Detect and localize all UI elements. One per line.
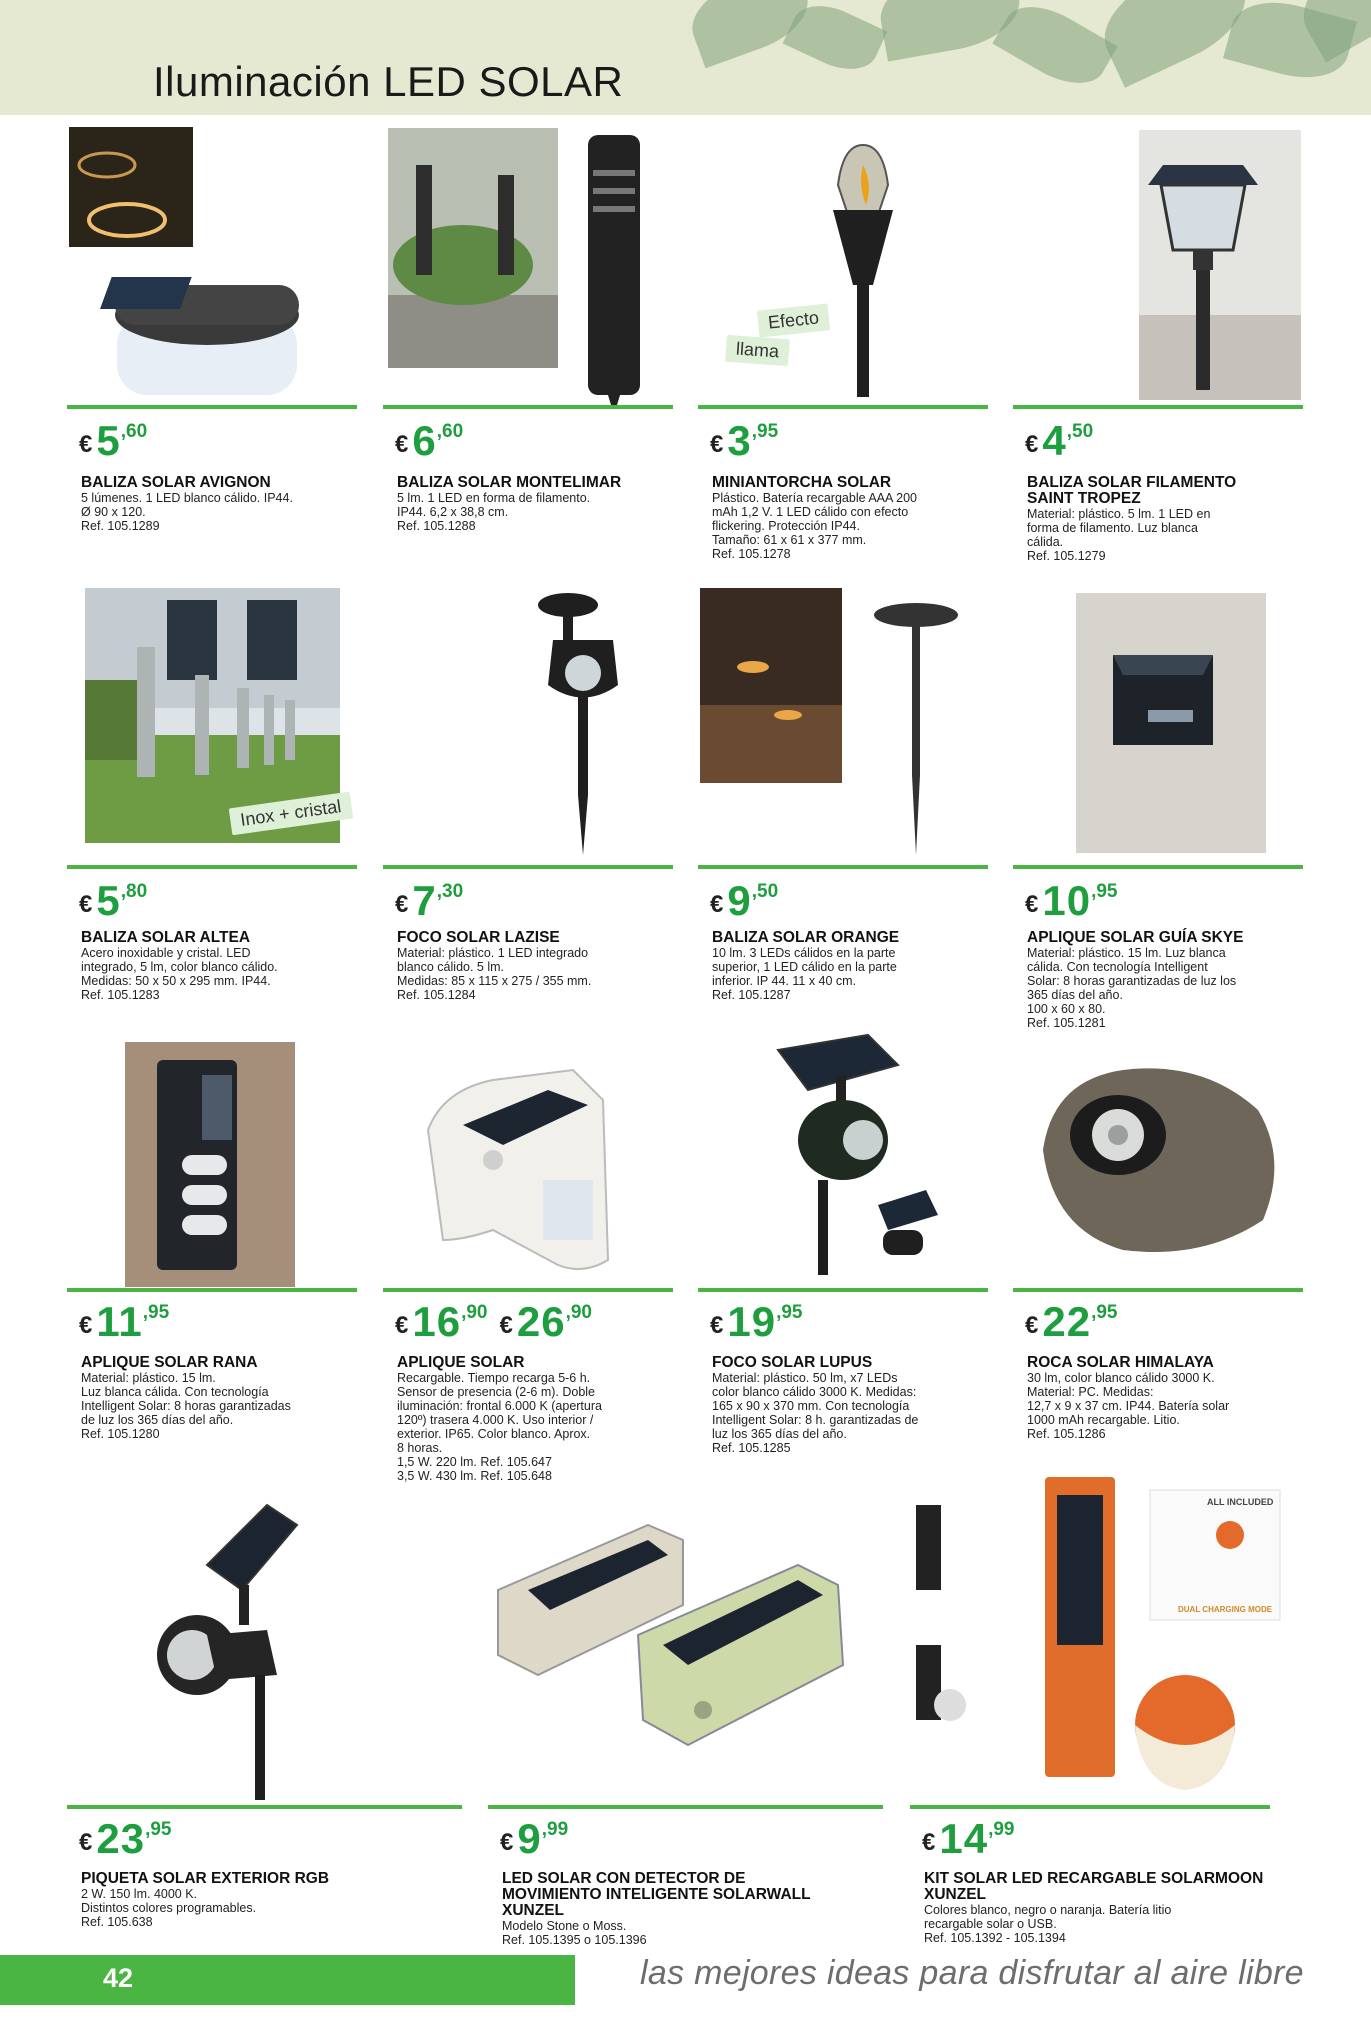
product-card-orange[interactable] xyxy=(698,585,988,1025)
price-tag xyxy=(922,1815,1015,1865)
price-tag xyxy=(1025,877,1118,927)
product-name: APLIQUE SOLAR GUÍA SKYE xyxy=(1027,929,1244,946)
desc-line: 1000 mAh recargable. Litio. xyxy=(1027,1413,1180,1427)
desc-line: Medidas: 85 x 115 x 275 / 355 mm. xyxy=(397,974,592,988)
price-decimal: ,95 xyxy=(145,1819,172,1840)
product-card-rana[interactable] xyxy=(67,1030,357,1480)
price-integer: 10 xyxy=(1042,877,1092,924)
price-rule xyxy=(1013,405,1303,409)
price-tag xyxy=(79,417,147,467)
price-rule xyxy=(910,1805,1270,1809)
name-line: XUNZEL xyxy=(924,1886,986,1903)
price-decimal: ,80 xyxy=(120,881,148,902)
desc-line: forma de filamento. Luz blanca xyxy=(1027,521,1198,535)
desc-line: exterior. IP65. Color blanco. Aprox. xyxy=(397,1427,591,1441)
desc-line: Luz blanca cálida. Con tecnología xyxy=(81,1385,269,1399)
desc-line: Ref. 105.1285 xyxy=(712,1441,791,1455)
desc-line: Ref. 105.1283 xyxy=(81,988,160,1002)
desc-line: Tamaño: 61 x 61 x 377 mm. xyxy=(712,533,867,547)
desc-line: inferior. IP 44. 11 x 40 cm. xyxy=(712,974,857,988)
desc-line: Material: plástico. 15 lm. xyxy=(81,1371,216,1385)
desc-line: Ref. 105.1395 o 105.1396 xyxy=(502,1933,647,1947)
price-decimal: ,50 xyxy=(1066,421,1094,442)
price-rule xyxy=(67,1288,357,1292)
desc-line: Distintos colores programables. xyxy=(81,1901,257,1915)
product-name: BALIZA SOLAR MONTELIMAR xyxy=(397,474,622,491)
price-tag xyxy=(79,877,147,927)
tag-line: Efecto xyxy=(767,307,820,333)
product-description xyxy=(397,946,591,1002)
currency-symbol: € xyxy=(1025,1312,1039,1339)
price-decimal: ,30 xyxy=(436,881,464,902)
name-line: XUNZEL xyxy=(502,1902,564,1919)
currency-symbol: € xyxy=(710,431,724,458)
currency-symbol: € xyxy=(710,891,724,918)
price-integer: 5 xyxy=(96,877,121,924)
name-line: SAINT TROPEZ xyxy=(1027,490,1141,507)
currency-symbol: € xyxy=(710,1312,724,1339)
desc-line: Ref. 105.1284 xyxy=(397,988,476,1002)
currency-symbol: € xyxy=(79,431,93,458)
desc-line: 365 días del año. xyxy=(1027,988,1123,1002)
product-image xyxy=(383,585,673,865)
price-integer: 5 xyxy=(96,417,121,464)
product-image xyxy=(1013,125,1303,405)
desc-line: Modelo Stone o Moss. xyxy=(502,1919,627,1933)
product-card-saint-tropez[interactable] xyxy=(1013,125,1303,585)
price-integer: 4 xyxy=(1042,417,1067,464)
currency-symbol: € xyxy=(79,1312,93,1339)
page-number: 42 xyxy=(103,1963,134,1993)
product-card-skye[interactable] xyxy=(1013,585,1303,1030)
currency-symbol: € xyxy=(395,1312,409,1339)
product-name: FOCO SOLAR LUPUS xyxy=(712,1354,873,1371)
desc-line: 1,5 W. 220 lm. Ref. 105.647 xyxy=(397,1455,552,1469)
product-card-solarmoon[interactable] xyxy=(910,1465,1305,1950)
price-integer-2: 26 xyxy=(516,1298,566,1345)
desc-line: 100 x 60 x 80. xyxy=(1027,1002,1106,1016)
currency-symbol: € xyxy=(922,1829,936,1856)
kit-charging-label: DUAL CHARGING MODE xyxy=(1178,1605,1273,1614)
desc-line: Colores blanco, negro o naranja. Batería litio xyxy=(924,1903,1172,1917)
product-image xyxy=(67,125,357,405)
price-tag xyxy=(710,1298,803,1348)
price-decimal: ,99 xyxy=(541,1819,569,1840)
price-tag xyxy=(395,877,463,927)
product-image xyxy=(698,125,988,405)
desc-line: Ref. 105.1289 xyxy=(81,519,160,533)
currency-symbol: € xyxy=(500,1829,514,1856)
price-integer: 19 xyxy=(727,1298,777,1345)
name-line: MOVIMIENTO INTELIGENTE SOLARWALL xyxy=(502,1886,811,1903)
desc-line: iluminación: frontal 6.000 K (apertura xyxy=(397,1399,602,1413)
desc-line: 10 lm. 3 LEDs cálidos en la parte xyxy=(712,946,896,960)
desc-line: IP44. 6,2 x 38,8 cm. xyxy=(397,505,509,519)
currency-symbol: € xyxy=(1025,431,1039,458)
kit-included-label: ALL INCLUDED xyxy=(1207,1497,1274,1507)
price-integer: 16 xyxy=(412,1298,462,1345)
tag-line: llama xyxy=(735,338,780,362)
product-name xyxy=(1027,475,1236,507)
price-decimal: ,60 xyxy=(436,421,464,442)
product-card-avignon[interactable] xyxy=(67,125,357,585)
product-description xyxy=(81,491,293,533)
product-image xyxy=(698,585,988,865)
product-description xyxy=(397,491,590,533)
product-card-solarwall[interactable] xyxy=(488,1495,883,1950)
desc-line: Medidas: 50 x 50 x 295 mm. IP44. xyxy=(81,974,271,988)
product-description xyxy=(712,946,897,1002)
page-title: Iluminación LED SOLAR xyxy=(153,58,624,105)
price-rule xyxy=(67,865,357,869)
product-description xyxy=(81,1371,291,1441)
price-rule xyxy=(67,405,357,409)
desc-line: recargable solar o USB. xyxy=(924,1917,1057,1931)
price-decimal: ,95 xyxy=(1091,881,1118,902)
product-name: APLIQUE SOLAR xyxy=(397,1354,525,1371)
desc-line: 12,7 x 9 x 37 cm. IP44. Batería solar xyxy=(1027,1399,1230,1413)
price-decimal: ,90 xyxy=(461,1302,488,1323)
price-integer: 7 xyxy=(412,877,437,924)
product-card-miniantorcha[interactable] xyxy=(698,125,988,585)
product-description xyxy=(1027,1371,1229,1441)
desc-line: 120º) trasera 4.000 K. Uso interior / xyxy=(397,1413,594,1427)
product-card-aplique-solar[interactable] xyxy=(383,1030,673,1490)
desc-line: Intelligent Solar: 8 horas garantizadas xyxy=(81,1399,291,1413)
currency-symbol: € xyxy=(79,1829,93,1856)
price-rule xyxy=(383,865,673,869)
product-image xyxy=(1013,585,1303,865)
desc-line: luz los 365 días del año. xyxy=(712,1427,847,1441)
desc-line: integrado, 5 lm, color blanco cálido. xyxy=(81,960,278,974)
product-description xyxy=(924,1903,1171,1945)
desc-line: 8 horas. xyxy=(397,1441,443,1455)
price-integer: 23 xyxy=(96,1815,146,1862)
price-rule xyxy=(383,1288,673,1292)
product-image xyxy=(1013,1030,1303,1290)
product-image xyxy=(698,1030,988,1290)
currency-symbol: € xyxy=(499,1312,513,1339)
product-card-lazise[interactable] xyxy=(383,585,673,1025)
price-decimal: ,50 xyxy=(751,881,779,902)
price-rule xyxy=(67,1805,462,1809)
product-card-altea[interactable] xyxy=(67,585,357,1025)
price-integer: 6 xyxy=(412,417,437,464)
desc-line: Ref. 105.1279 xyxy=(1027,549,1106,563)
price-tag xyxy=(395,417,463,467)
currency-symbol: € xyxy=(395,891,409,918)
currency-symbol: € xyxy=(1025,891,1039,918)
desc-line: Ref. 105.638 xyxy=(81,1915,153,1929)
price-decimal: ,99 xyxy=(988,1819,1015,1840)
price-rule xyxy=(698,405,988,409)
price-integer: 3 xyxy=(727,417,752,464)
price-rule xyxy=(698,1288,988,1292)
product-description xyxy=(81,1887,256,1929)
desc-line: Ref. 105.1281 xyxy=(1027,1016,1106,1030)
product-description xyxy=(712,1371,918,1455)
product-name xyxy=(924,1871,1263,1903)
price-tag xyxy=(79,1815,172,1865)
desc-line: 30 lm, color blanco cálido 3000 K. xyxy=(1027,1371,1215,1385)
product-image xyxy=(488,1495,883,1805)
desc-line: 3,5 W. 430 lm. Ref. 105.648 xyxy=(397,1469,552,1483)
product-image xyxy=(383,1030,673,1290)
price-integer: 11 xyxy=(96,1298,143,1345)
price-decimal: ,95 xyxy=(776,1302,803,1323)
footer-bar xyxy=(0,1955,575,2005)
name-line: BALIZA SOLAR FILAMENTO xyxy=(1027,474,1237,491)
product-name: ROCA SOLAR HIMALAYA xyxy=(1027,1354,1214,1371)
product-name: MINIANTORCHA SOLAR xyxy=(712,474,892,491)
desc-line: 2 W. 150 lm. 4000 K. xyxy=(81,1887,198,1901)
price-rule xyxy=(1013,1288,1303,1292)
price-tag xyxy=(710,877,778,927)
product-name: BALIZA SOLAR ORANGE xyxy=(712,929,900,946)
product-description xyxy=(712,491,917,561)
product-image xyxy=(67,1030,357,1290)
desc-line: Ref. 105.1392 - 105.1394 xyxy=(924,1931,1066,1945)
desc-line: Intelligent Solar: 8 h. garantizadas de xyxy=(712,1413,919,1427)
desc-line: 5 lm. 1 LED en forma de filamento. xyxy=(397,491,591,505)
name-line: LED SOLAR CON DETECTOR DE xyxy=(502,1870,746,1887)
product-image xyxy=(910,1465,1305,1805)
product-image xyxy=(67,1495,462,1805)
product-name xyxy=(502,1871,811,1919)
product-name: BALIZA SOLAR ALTEA xyxy=(81,929,251,946)
product-name: PIQUETA SOLAR EXTERIOR RGB xyxy=(81,1870,330,1887)
desc-line: Ref. 105.1287 xyxy=(712,988,791,1002)
price-decimal: ,95 xyxy=(1091,1302,1118,1323)
product-description xyxy=(502,1919,647,1947)
name-line: KIT SOLAR LED RECARGABLE SOLARMOON xyxy=(924,1870,1264,1887)
product-card-himalaya[interactable] xyxy=(1013,1030,1303,1480)
desc-line: mAh 1,2 V. 1 LED cálido con efecto xyxy=(712,505,909,519)
price-decimal: ,95 xyxy=(142,1302,170,1323)
product-card-piqueta-rgb[interactable] xyxy=(67,1495,462,1950)
desc-line: superior, 1 LED cálido en la parte xyxy=(712,960,897,974)
product-name: FOCO SOLAR LAZISE xyxy=(397,929,560,946)
price-tag xyxy=(500,1815,568,1865)
steel-glass-tag: Inox + cristal xyxy=(229,792,353,836)
desc-line: Ref. 105.1280 xyxy=(81,1427,160,1441)
price-integer: 9 xyxy=(517,1815,542,1862)
footer-slogan: las mejores ideas para disfrutar al aire libre xyxy=(640,1954,1304,1992)
desc-line: 165 x 90 x 370 mm. Con tecnología xyxy=(712,1399,910,1413)
desc-line: de luz los 365 días del año. xyxy=(81,1413,234,1427)
product-image xyxy=(383,125,673,405)
price-rule xyxy=(698,865,988,869)
price-tag xyxy=(1025,417,1093,467)
desc-line: Sensor de presencia (2-6 m). Doble xyxy=(397,1385,596,1399)
price-decimal-2: ,90 xyxy=(565,1302,592,1323)
product-name: BALIZA SOLAR AVIGNON xyxy=(81,474,271,491)
desc-line: Ref. 105.1288 xyxy=(397,519,476,533)
flame-effect-tag-2 xyxy=(725,335,790,366)
desc-line: cálida. Con tecnología Intelligent xyxy=(1027,960,1208,974)
desc-line: 5 lúmenes. 1 LED blanco cálido. IP44. xyxy=(81,491,293,505)
desc-line: Ref. 105.1286 xyxy=(1027,1427,1106,1441)
desc-line: Acero inoxidable y cristal. LED xyxy=(81,946,251,960)
desc-line: Recargable. Tiempo recarga 5-6 h. xyxy=(397,1371,591,1385)
desc-line: Solar: 8 horas garantizadas de luz los xyxy=(1027,974,1237,988)
price-integer: 22 xyxy=(1042,1298,1092,1345)
desc-line: flickering. Protección IP44. xyxy=(712,519,860,533)
desc-line: Material: plástico. 50 lm, x7 LEDs xyxy=(712,1371,898,1385)
product-description xyxy=(1027,507,1210,563)
desc-line: Material: plástico. 5 lm. 1 LED en xyxy=(1027,507,1211,521)
price-decimal: ,60 xyxy=(120,421,148,442)
currency-symbol: € xyxy=(395,431,409,458)
product-description xyxy=(1027,946,1236,1030)
desc-line: Material: PC. Medidas: xyxy=(1027,1385,1154,1399)
product-card-montelimar[interactable] xyxy=(383,125,673,585)
desc-line: Material: plástico. 15 lm. Luz blanca xyxy=(1027,946,1226,960)
price-tag xyxy=(1025,1298,1118,1348)
price-rule xyxy=(488,1805,883,1809)
product-description xyxy=(397,1371,602,1483)
desc-line: blanco cálido. 5 lm. xyxy=(397,960,505,974)
price-decimal: ,95 xyxy=(751,421,779,442)
price-rule xyxy=(1013,865,1303,869)
price-integer: 14 xyxy=(939,1815,989,1862)
desc-line: color blanco cálido 3000 K. Medidas: xyxy=(712,1385,917,1399)
currency-symbol: € xyxy=(79,891,93,918)
desc-line: cálida. xyxy=(1027,535,1064,549)
price-integer: 9 xyxy=(727,877,752,924)
desc-line: Ø 90 x 120. xyxy=(81,505,146,519)
price-tag xyxy=(79,1298,169,1348)
desc-line: Plástico. Batería recargable AAA 200 xyxy=(712,491,917,505)
desc-line: Ref. 105.1278 xyxy=(712,547,791,561)
product-card-lupus[interactable] xyxy=(698,1030,988,1480)
price-tag xyxy=(710,417,778,467)
product-name: APLIQUE SOLAR RANA xyxy=(81,1354,258,1371)
price-rule xyxy=(383,405,673,409)
product-description xyxy=(81,946,278,1002)
desc-line: Material: plástico. 1 LED integrado xyxy=(397,946,589,960)
price-tag xyxy=(395,1298,592,1348)
